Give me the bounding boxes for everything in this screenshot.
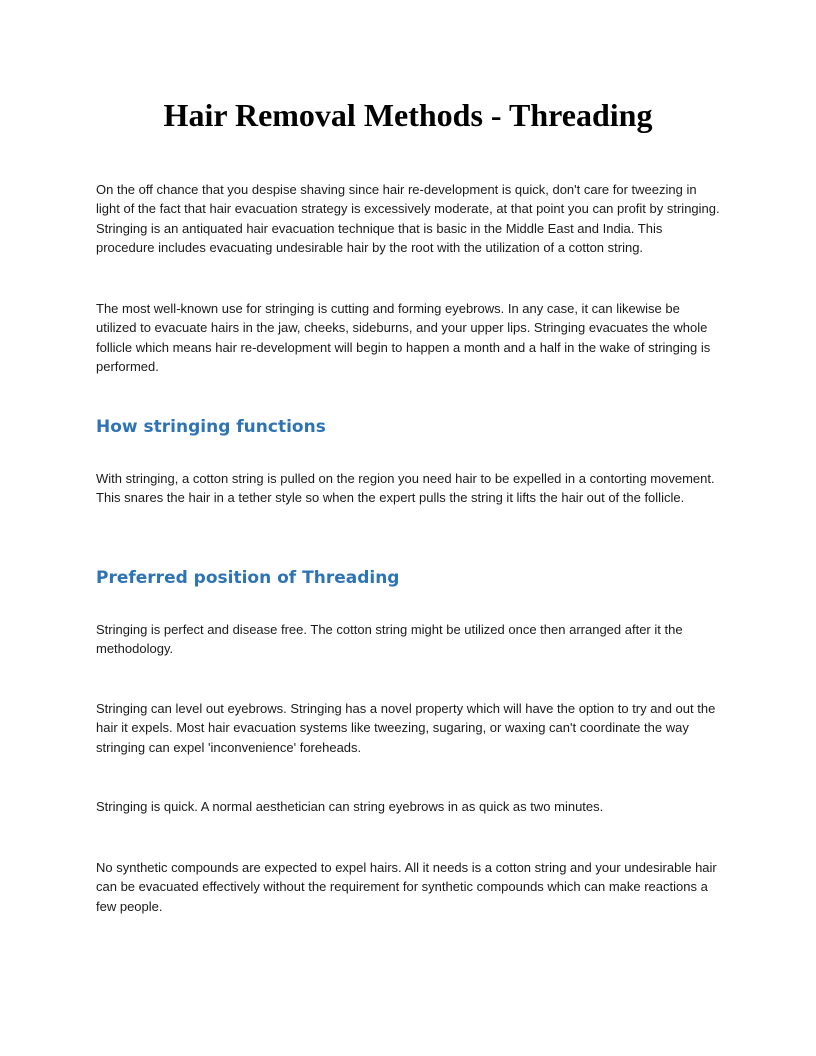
paragraph-intro: On the off chance that you despise shaving since hair re-development is quick, don't care for tweezing in light of the fact that hair evacuation strategy is excessively moderate, at that point you can profit by stringing. Stringing is an antiquated hair evacuation technique that is basic in the Middle East and India. This procedure includes evacuating undesirable hair by the root with the utilization of a cotton string.: [96, 182, 720, 256]
paragraph-quick: Stringing is quick. A normal aesthetician can string eyebrows in as quick as two minutes.: [96, 799, 604, 814]
paragraph-how-it-works: With stringing, a cotton string is pulled on the region you need hair to be expelled in a contorting movement. This snares the hair in a tether style so when the expert pulls the string it lifts the hair out of the follicle.: [96, 471, 715, 506]
paragraph-disease-free: Stringing is perfect and disease free. The cotton string might be utilized once then arranged after it the methodology.: [96, 622, 683, 657]
paragraph-no-chemicals: No synthetic compounds are expected to expel hairs. All it needs is a cotton string and your undesirable hair can be evacuated effectively without the requirement for synthetic compounds which can make reactions a few people.: [96, 860, 717, 914]
heading-how-stringing-functions: How stringing functions: [96, 417, 326, 437]
paragraph-common-use: The most well-known use for stringing is cutting and forming eyebrows. In any case, it can likewise be utilized to evacuate hairs in the jaw, cheeks, sideburns, and your upper lips. Stringing evacuates the whole follicle which means hair re-development will begin to happen a month and a half in the wake of stringing is performed.: [96, 301, 711, 375]
heading-preferred-position: Preferred position of Threading: [96, 568, 400, 588]
paragraph-level-eyebrows: Stringing can level out eyebrows. Stringing has a novel property which will have the option to try and out the hair it expels. Most hair evacuation systems like tweezing, sugaring, or waxing can't coordinate the way stringing can expel 'inconvenience' foreheads.: [96, 701, 716, 755]
document-title: Hair Removal Methods - Threading: [163, 97, 653, 133]
